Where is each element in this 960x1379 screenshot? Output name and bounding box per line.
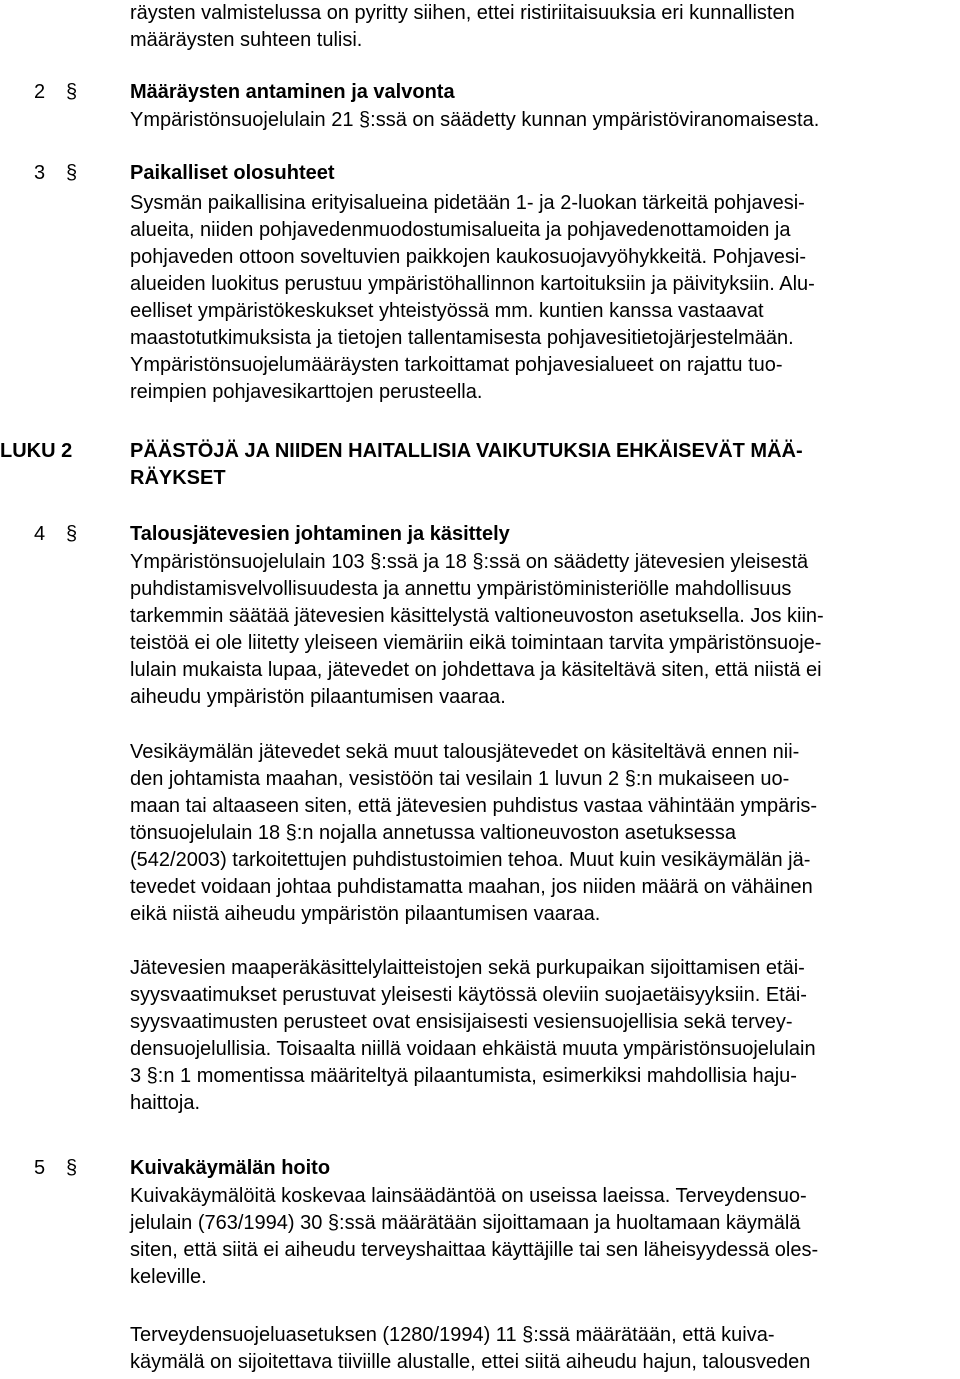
section-text-line: jelulain (763/1994) 30 §:ssä määrätään sijoittamaan ja huoltamaan käymälä: [130, 1212, 801, 1234]
section-number: 2: [34, 81, 46, 103]
section-text-line: reimpien pohjavesikarttojen perusteella.: [130, 381, 483, 403]
section-number: 4: [34, 523, 46, 545]
section-text-line: keleville.: [130, 1266, 207, 1288]
section-text-line: syysvaatimukset perustuvat yleisesti käytössä oleviin suojaetäisyyksiin. Etäi-: [130, 984, 807, 1006]
section-text-line: Terveydensuojeluasetuksen (1280/1994) 11 §:ssä määrätään, että kuiva-: [130, 1324, 775, 1346]
section-text-line: 3 §:n 1 momentissa määriteltyä pilaantumista, esimerkiksi mahdollisia haju-: [130, 1065, 797, 1087]
section-title: Määräysten antaminen ja valvonta: [130, 81, 455, 103]
section-sign: §: [66, 162, 78, 184]
section-text-line: Vesikäymälän jätevedet sekä muut talousjätevedet on käsiteltävä ennen nii-: [130, 741, 800, 763]
section-text-line: Ympäristönsuojelumääräysten tarkoittamat pohjavesialueet on rajattu tuo-: [130, 354, 783, 376]
section-text-line: eelliset ympäristökeskukset yhteistyössä mm. kuntien kanssa vastaavat: [130, 300, 764, 322]
section-text-line: lulain mukaista lupaa, jätevedet on johdettava ja käsiteltävä siten, että niistä ei: [130, 659, 822, 681]
section-number: 3: [34, 162, 46, 184]
section-sign: §: [66, 1157, 78, 1179]
section-text-line: densuojelullisia. Toisaalta niillä voidaan ehkäistä muuta ympäristönsuojelulain: [130, 1038, 816, 1060]
section-title: Paikalliset olosuhteet: [130, 162, 335, 184]
section-text-line: Ympäristönsuojelulain 21 §:ssä on säädetty kunnan ympäristöviranomaisesta.: [130, 109, 820, 131]
section-text-line: pohjaveden ottoon soveltuvien paikkojen kaukosuojavyöhykkeitä. Pohjavesi-: [130, 246, 806, 268]
section-text-line: haittoja.: [130, 1092, 201, 1114]
section-text-line: aiheudu ympäristön pilaantumisen vaaraa.: [130, 686, 506, 708]
section-text-line: Kuivakäymälöitä koskevaa lainsäädäntöä on useissa laeissa. Terveydensuo-: [130, 1185, 807, 1207]
section-text-line: alueita, niiden pohjavedenmuodostumisalueita ja pohjavedenottamoiden ja: [130, 219, 791, 241]
section-title: Talousjätevesien johtaminen ja käsittely: [130, 523, 510, 545]
section-text-line: käymälä on sijoitettava tiiviille alustalle, ettei siitä aiheudu hajun, talousveden: [130, 1351, 811, 1373]
intro-line: määräysten suhteen tulisi.: [130, 29, 363, 51]
section-sign: §: [66, 81, 78, 103]
section-text-line: syysvaatimusten perusteet ovat ensisijaisesti vesiensuojellisia sekä tervey-: [130, 1011, 793, 1033]
section-text-line: eikä niistä aiheudu ympäristön pilaantumisen vaaraa.: [130, 903, 601, 925]
section-text-line: puhdistamisvelvollisuudesta ja annettu ympäristöministeriölle mahdollisuus: [130, 578, 792, 600]
section-text-line: den johtamista maahan, vesistöön tai vesilain 1 luvun 2 §:n mukaiseen uo-: [130, 768, 790, 790]
section-text-line: Ympäristönsuojelulain 103 §:ssä ja 18 §:ssä on säädetty jätevesien yleisestä: [130, 551, 809, 573]
section-text-line: Sysmän paikallisina erityisalueina pidetään 1- ja 2-luokan tärkeitä pohjavesi-: [130, 192, 805, 214]
section-text-line: tönsuojelulain 18 §:n nojalla annetussa valtioneuvoston asetuksessa: [130, 822, 736, 844]
section-text-line: Jätevesien maaperäkäsittelylaitteistojen sekä purkupaikan sijoittamisen etäi-: [130, 957, 805, 979]
section-text-line: (542/2003) tarkoitettujen puhdistustoimien tehoa. Muut kuin vesikäymälän jä-: [130, 849, 811, 871]
section-number: 5: [34, 1157, 46, 1179]
section-sign: §: [66, 523, 78, 545]
intro-line: räysten valmistelussa on pyritty siihen, ettei ristiriitaisuuksia eri kunnallisten: [130, 2, 795, 24]
chapter-title-line: PÄÄSTÖJÄ JA NIIDEN HAITALLISIA VAIKUTUKSIA EHKÄISEVÄT MÄÄ-: [130, 440, 803, 462]
section-text-line: tarkemmin säätää jätevesien käsittelystä valtioneuvoston asetuksella. Jos kiin-: [130, 605, 824, 627]
chapter-label: LUKU 2: [0, 440, 73, 462]
section-title: Kuivakäymälän hoito: [130, 1157, 331, 1179]
section-text-line: maastotutkimuksista ja tietojen tallentamisesta pohjavesitietojärjestelmään.: [130, 327, 794, 349]
section-text-line: alueiden luokitus perustuu ympäristöhallinnon kartoituksiin ja päivityksiin. Alu-: [130, 273, 815, 295]
section-text-line: tevedet voidaan johtaa puhdistamatta maahan, jos niiden määrä on vähäinen: [130, 876, 813, 898]
section-text-line: siten, että siitä ei aiheudu terveyshaittaa käyttäjille tai sen läheisyydessä oles-: [130, 1239, 819, 1261]
chapter-title-line: RÄYKSET: [130, 467, 226, 489]
section-text-line: maan tai altaaseen siten, että jätevesien puhdistus vastaa vähintään ympäris-: [130, 795, 818, 817]
section-text-line: teistöä ei ole liitetty yleiseen viemäriin eikä toimintaan tarvita ympäristönsuoje-: [130, 632, 822, 654]
